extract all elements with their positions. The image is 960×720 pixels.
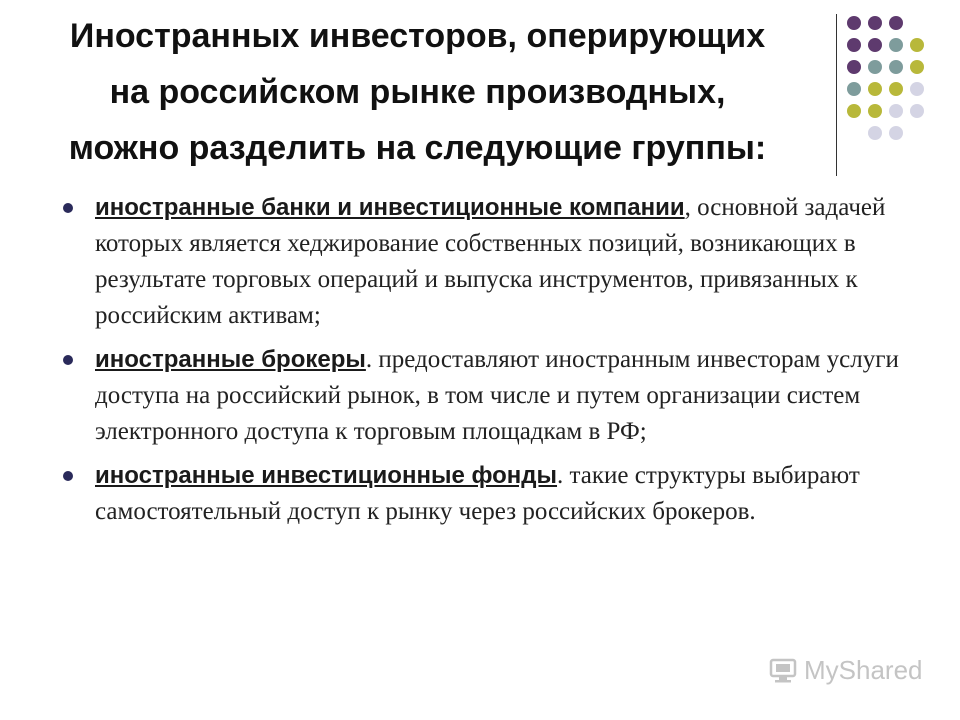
decorative-dot-grid: [847, 16, 924, 140]
bullet-dot-icon: [63, 203, 73, 213]
bullet-body: . предоставляют иностранным инвесторам услуги доступа на российский рынок, в том числе и путем организации систем электронного доступа к торговым площадкам в РФ;: [95, 346, 899, 445]
title-line-1: Иностранных инвесторов, оперирующих: [69, 17, 766, 55]
decorative-dot: [910, 126, 924, 140]
decorative-dot: [889, 126, 903, 140]
decorative-dot: [847, 60, 861, 74]
title-line-2: на российском рынке производных,: [109, 73, 726, 111]
bullet-lead: иностранные инвестиционные фонды: [95, 462, 558, 489]
bullet-lead: иностранные банки и инвестиционные компании: [95, 194, 685, 221]
decorative-dot: [889, 82, 903, 96]
decorative-dot: [910, 82, 924, 96]
watermark: [768, 655, 923, 686]
decorative-dot: [910, 60, 924, 74]
decorative-dot: [889, 60, 903, 74]
bullet-text: [95, 190, 920, 334]
decorative-dot: [847, 126, 861, 140]
decorative-dot: [868, 126, 882, 140]
decorative-dot: [868, 60, 882, 74]
bullet-item-funds: [60, 458, 920, 530]
bullet-body: , основной задачей которых является хеджирование собственных позиций, возникающих в результате торговых операций и выпуска инструментов, привязанных к российским активам;: [95, 194, 886, 329]
title-line-3: можно разделить на следующие группы:: [68, 129, 767, 167]
decorative-dot: [889, 16, 903, 30]
decorative-dot: [889, 38, 903, 52]
bullet-item-banks: [60, 190, 920, 334]
decorative-dot: [910, 104, 924, 118]
bullet-dot-icon: [63, 355, 73, 365]
decorative-dot: [847, 82, 861, 96]
watermark-text: MyShared: [804, 655, 923, 685]
bullet-text: [95, 458, 920, 530]
bullet-list: [60, 190, 920, 538]
bullet-lead: иностранные брокеры: [95, 346, 366, 373]
myshared-logo-icon: [768, 656, 798, 686]
decorative-dot: [868, 38, 882, 52]
decorative-dot: [847, 104, 861, 118]
decorative-dot: [847, 16, 861, 30]
bullet-text: [95, 342, 920, 450]
title-divider: [836, 14, 837, 176]
bullet-body: . такие структуры выбирают самостоятельный доступ к рынку через российских брокеров.: [95, 462, 860, 525]
slide-title: [10, 8, 825, 176]
decorative-dot: [889, 104, 903, 118]
decorative-dot: [910, 16, 924, 30]
decorative-dot: [847, 38, 861, 52]
bullet-dot-icon: [63, 471, 73, 481]
bullet-item-brokers: [60, 342, 920, 450]
decorative-dot: [868, 82, 882, 96]
decorative-dot: [868, 104, 882, 118]
decorative-dot: [868, 16, 882, 30]
decorative-dot: [910, 38, 924, 52]
